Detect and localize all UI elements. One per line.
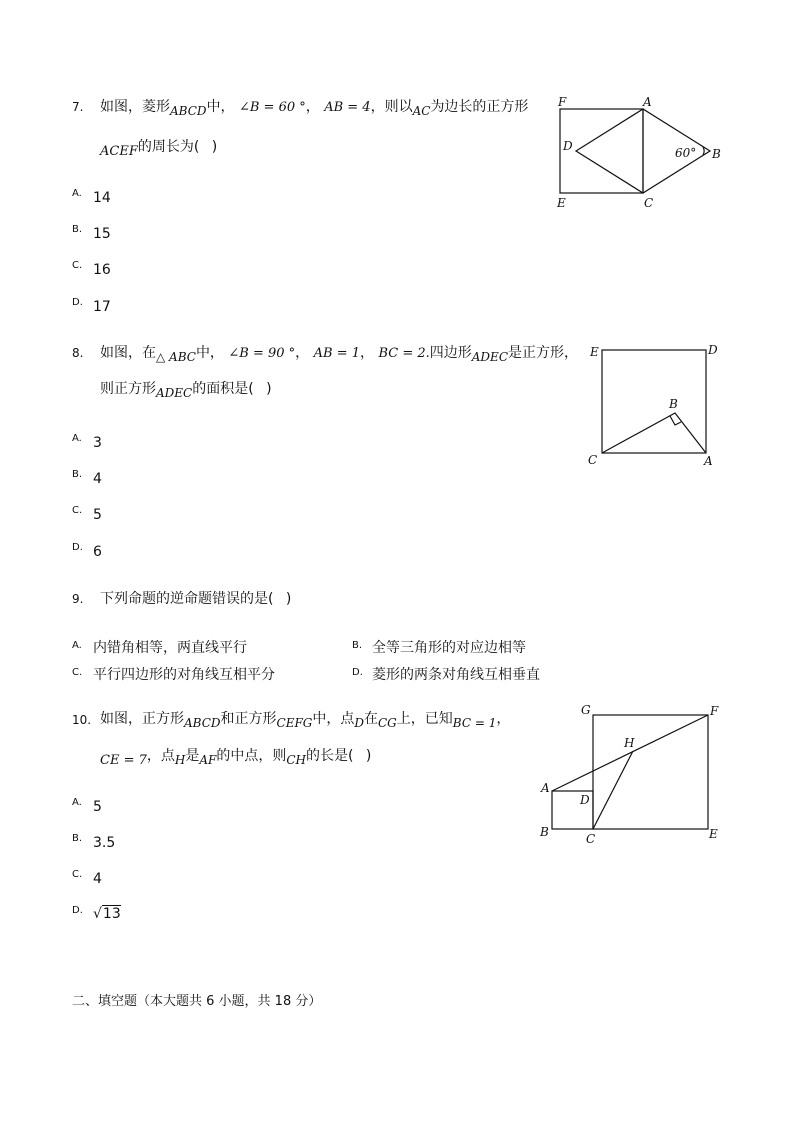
label-f: F [558,95,567,109]
square-cefg [593,715,708,829]
angle-label: 60° [675,146,697,160]
label-e: E [709,827,718,841]
label-g: G [581,703,591,717]
label-b: B [669,397,678,411]
option-d-value[interactable]: 6 [93,544,102,560]
option-c-text[interactable]: 平行四边形的对角线互相平分 [93,667,275,683]
question-number: 9. [72,592,84,606]
option-c-label: C. [72,505,83,516]
option-d-value[interactable] [93,906,121,922]
question-number: 8. [72,346,84,360]
square-adec [602,350,706,453]
option-d-label: D. [72,905,83,916]
figure-square-triangle [582,338,722,470]
answer-paren: ( ) [248,381,276,397]
label-e: E [557,196,566,210]
option-b-label: B. [352,640,363,651]
option-a-value[interactable]: 3 [93,435,102,451]
question-stem-line2: CE = 7，点H是AF的中点，则CH的长是( ) [100,748,376,768]
option-b-label: B. [72,833,83,844]
option-b-label: B. [72,224,83,235]
option-a-value[interactable]: 14 [93,190,111,206]
label-d: D [580,793,590,807]
sqrt-sign: √ [93,906,102,922]
option-b-value[interactable]: 4 [93,471,102,487]
label-a: A [704,454,713,468]
option-a-text[interactable]: 内错角相等，两直线平行 [93,640,247,656]
question-stem-line1: 如图，正方形ABCD和正方形CEFG中，点D在CG上，已知BC = 1， [100,711,511,730]
figure-two-squares [536,700,726,850]
option-c-value[interactable]: 5 [93,507,102,523]
option-d-text[interactable]: 菱形的两条对角线互相垂直 [372,667,540,683]
section-heading: 二、填空题（本大题共 6 小题，共 18 分） [72,994,322,1009]
segment-ch [593,751,633,829]
option-d-label: D. [72,542,83,553]
question-stem-line2: 则正方形ADEC的面积是( ) [100,381,276,400]
question-number: 7. [72,100,84,114]
angle-arc [703,147,704,155]
option-b-value[interactable]: 3.5 [93,835,116,851]
label-h: H [624,736,635,750]
answer-paren: ( ) [348,748,376,764]
option-d-label: D. [352,667,363,678]
option-a-label: A. [72,433,82,444]
label-c: C [644,196,654,210]
right-angle-mark [670,416,681,425]
label-f: F [710,704,719,718]
option-a-value[interactable]: 5 [93,799,102,815]
label-a: A [541,781,550,795]
option-c-value[interactable]: 16 [93,262,111,278]
answer-paren: ( ) [193,139,222,155]
label-b: B [712,147,721,161]
option-a-label: A. [72,640,82,651]
question-stem-line1: 如图，在△ ABC中， ∠B = 90 °， AB = 1， BC = 2.四边形ADEC是正方形， [100,345,578,364]
label-b: B [540,825,549,839]
label-d: D [708,343,718,357]
question-stem-line2: ACEF的周长为( ) [100,139,222,159]
option-a-label: A. [72,188,82,199]
option-c-label: C. [72,869,83,880]
option-c-label: C. [72,260,83,271]
option-c-label: C. [72,667,83,678]
option-c-value[interactable]: 4 [93,871,102,887]
question-stem-line1: 如图，菱形ABCD中， ∠B = 60 °， AB = 4，则以AC为边长的正方形 [100,99,529,118]
option-d-value[interactable]: 17 [93,299,111,315]
option-a-label: A. [72,797,82,808]
label-c: C [588,453,598,467]
question-stem: 下列命题的逆命题错误的是( ) [100,591,296,607]
option-b-label: B. [72,469,83,480]
option-b-value[interactable]: 15 [93,226,111,242]
triangle-abc [602,413,706,453]
label-d: D [563,139,573,153]
label-a: A [643,95,652,109]
question-number: 10. [72,713,92,727]
segment-af [552,715,708,791]
label-e: E [590,345,599,359]
label-c: C [586,832,596,846]
option-d-label: D. [72,297,83,308]
answer-paren: ( ) [268,591,296,607]
figure-rhombus-square [548,90,728,212]
sqrt-radicand: 13 [102,906,121,922]
option-b-text[interactable]: 全等三角形的对应边相等 [372,640,526,656]
